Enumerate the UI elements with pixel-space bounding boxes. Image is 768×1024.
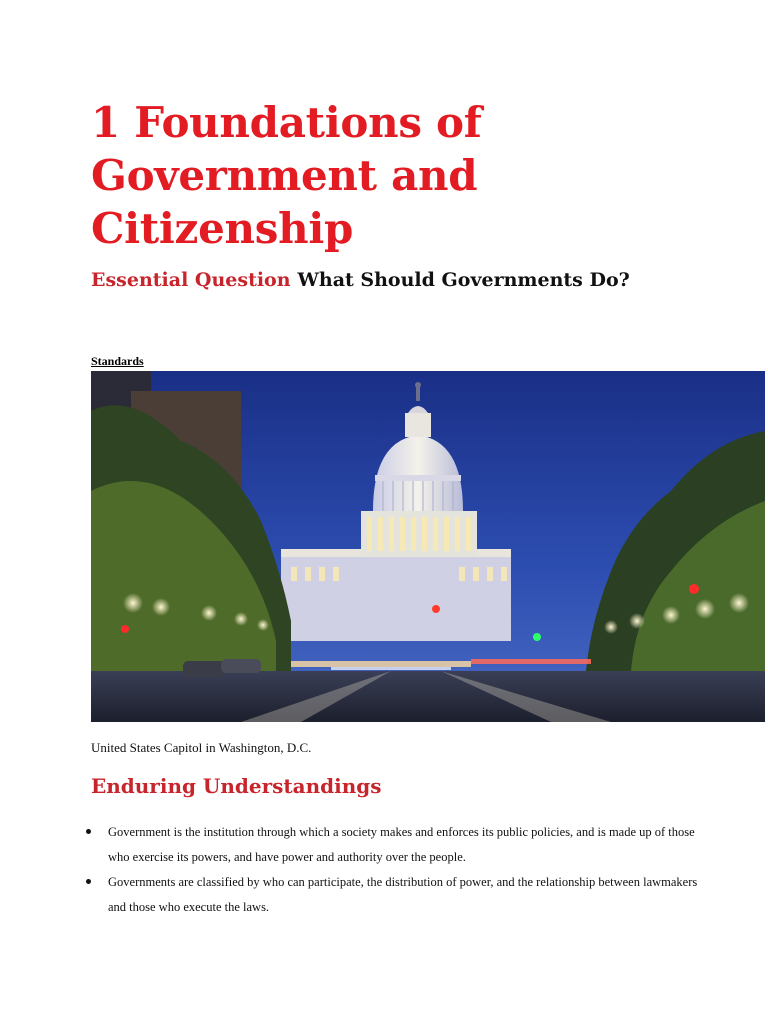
photo-caption: United States Capitol in Washington, D.C. <box>91 740 312 755</box>
essential-question <box>91 266 630 294</box>
bullet-icon <box>86 829 91 834</box>
chapter-title: 1 Foundations of Government and Citizenship <box>91 98 482 253</box>
enduring-understandings-heading: Enduring Understandings <box>91 774 382 798</box>
bullet-icon <box>86 879 91 884</box>
list-item-text: Governments are classified by who can participate, the distribution of power, and the relationship between lawmakers and those who execute the laws. <box>108 875 698 914</box>
capitol-photo <box>91 371 765 722</box>
enduring-understandings-list <box>84 820 704 920</box>
list-item <box>84 870 704 920</box>
essential-question-label: Essential Question <box>91 269 291 291</box>
list-item <box>84 820 704 870</box>
standards-heading: Standards <box>91 354 144 368</box>
essential-question-text: What Should Governments Do? <box>297 269 630 291</box>
list-item-text: Government is the institution through which a society makes and enforces its public policies, and is made up of those who exercise its powers, and have power and authority over the people. <box>108 825 695 864</box>
